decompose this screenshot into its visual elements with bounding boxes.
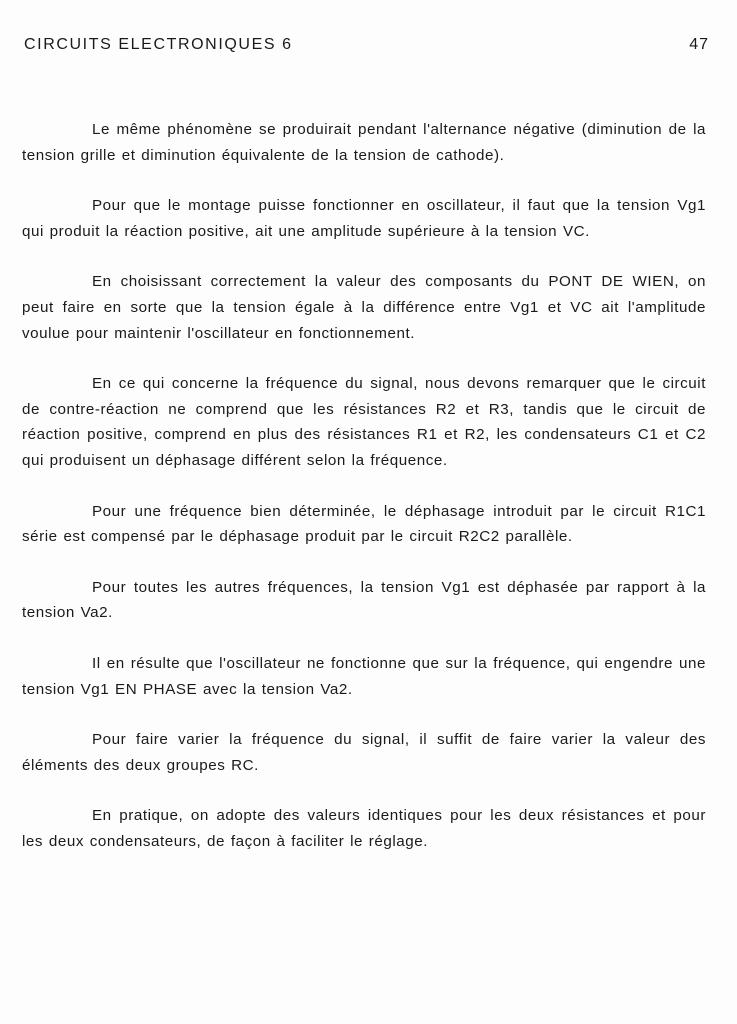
paragraph: Il en résulte que l'oscillateur ne fonctionne que sur la fréquence, qui engendre une tension Vg1 EN PHASE avec la tension Va2.	[22, 654, 706, 698]
paragraph: Le même phénomène se produirait pendant l'alternance négative (diminution de la tension grille et diminution équivalente de la tension de cathode).	[22, 121, 706, 164]
page-number: 47	[689, 36, 709, 53]
body-text	[22, 117, 706, 879]
running-title: CIRCUITS ELECTRONIQUES 6	[24, 36, 293, 53]
paragraph: Pour faire varier la fréquence du signal, il suffit de faire varier la valeur des éléments des deux groupes RC.	[22, 731, 706, 774]
paragraph: Pour que le montage puisse fonctionner en oscillateur, il faut que la tension Vg1 qui produit la réaction positive, ait une amplitude supérieure à la tension VC.	[22, 197, 706, 240]
paragraph: En choisissant correctement la valeur des composants du PONT DE WIEN, on peut faire en sorte que la tension égale à la différence entre Vg1 et VC ait l'amplitude voulue pour maintenir l'oscillateur en fonctionnement.	[22, 273, 706, 342]
paragraph: En ce qui concerne la fréquence du signal, nous devons remarquer que le circuit de contre-réaction ne comprend que les résistances R2 et R3, tandis que le circuit de réaction positive, comprend en plus des résistances R1 et R2, les condensateurs C1 et C2 qui produisent un déphasage différent selon la fréquence.	[22, 375, 706, 469]
paragraph: En pratique, on adopte des valeurs identiques pour les deux résistances et pour les deux condensateurs, de façon à faciliter le réglage.	[22, 807, 706, 850]
paragraph: Pour toutes les autres fréquences, la tension Vg1 est déphasée par rapport à la tension Va2.	[22, 578, 706, 622]
page-header	[24, 36, 709, 60]
paragraph: Pour une fréquence bien déterminée, le déphasage introduit par le circuit R1C1 série est compensé par le déphasage produit par le circuit R2C2 parallèle.	[22, 502, 706, 546]
